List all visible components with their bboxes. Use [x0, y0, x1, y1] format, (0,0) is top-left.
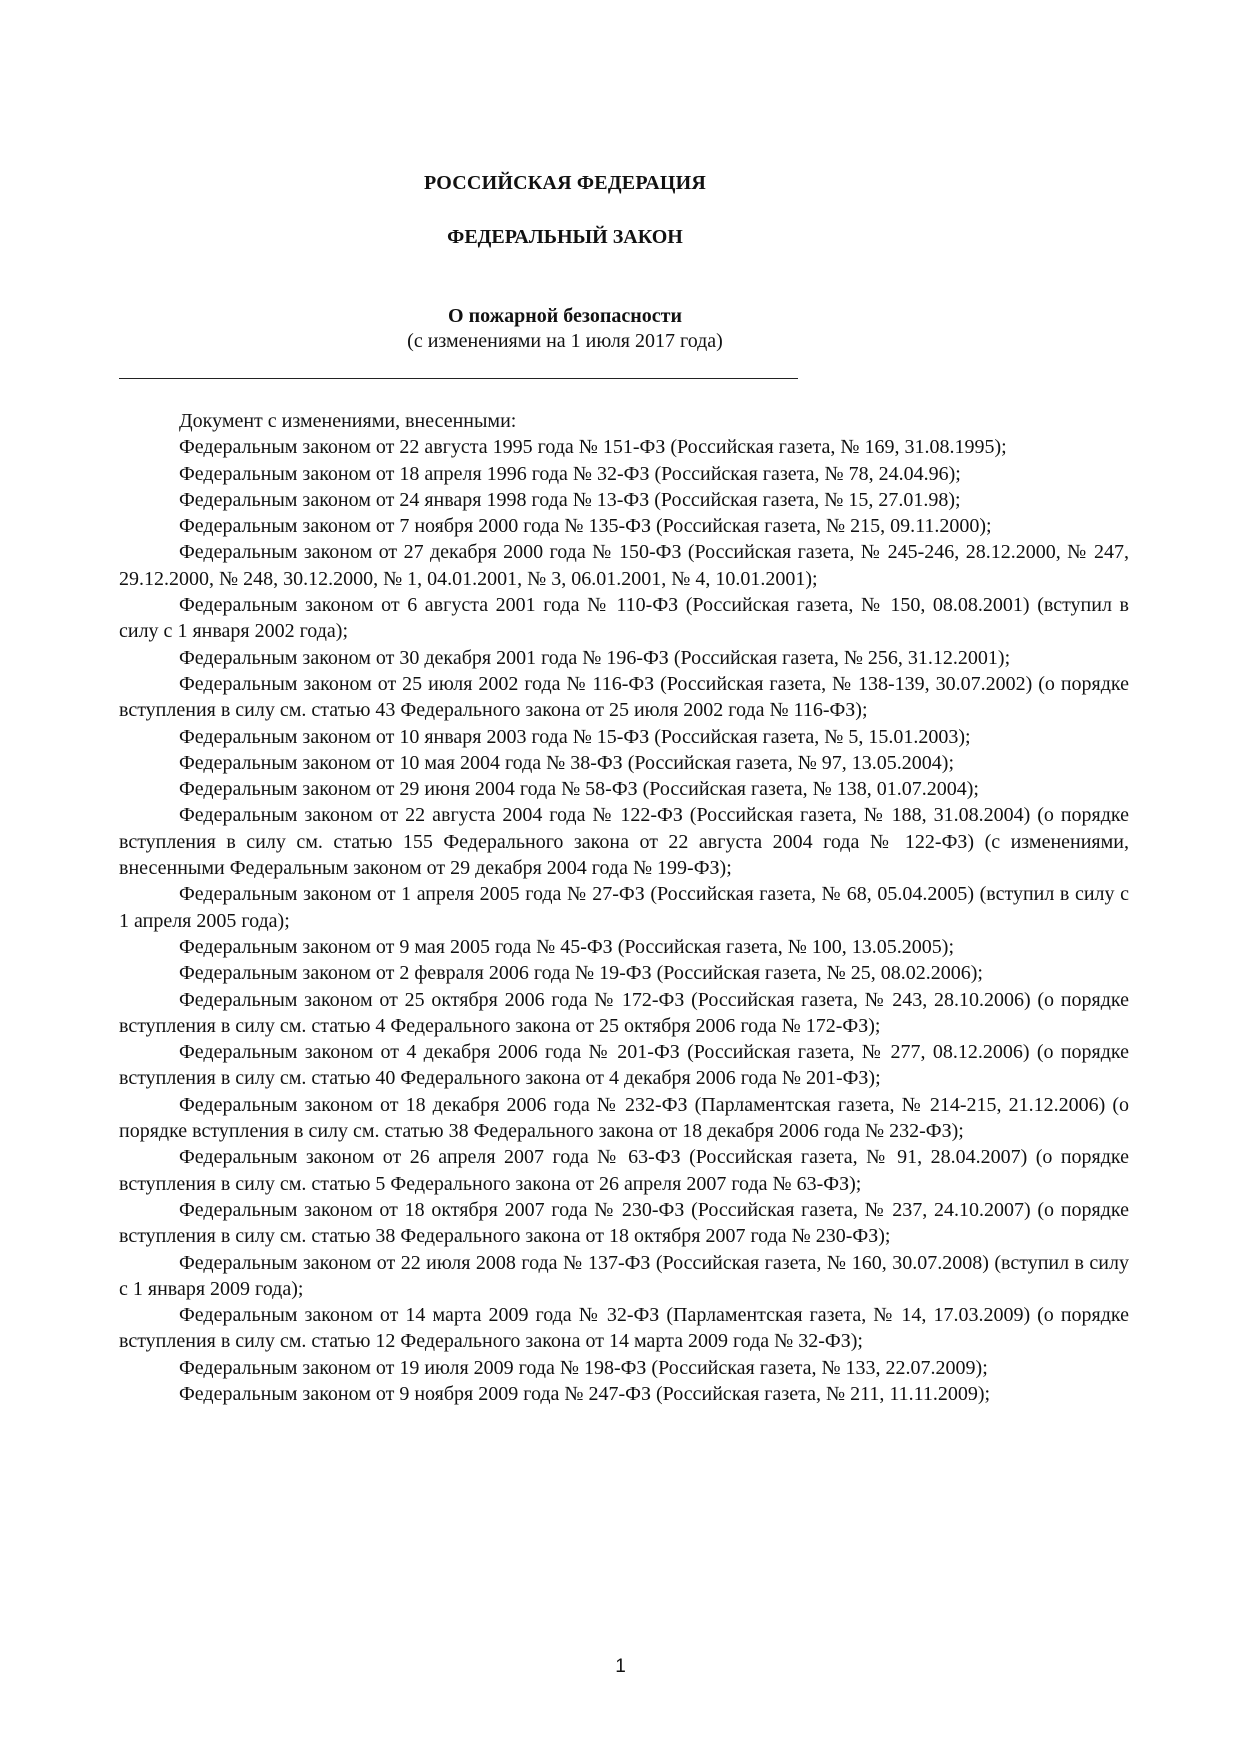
- amendment-item: Федеральным законом от 25 июля 2002 года № 116-ФЗ (Российская газета, № 138-139, 30.07.2002) (о порядке вступления в силу см. статью 43 Федерального закона от 25 июля 2002 года № 116-ФЗ);: [119, 672, 1129, 722]
- amendment-item: Федеральным законом от 24 января 1998 года № 13-ФЗ (Российская газета, № 15, 27.01.98);: [179, 488, 961, 511]
- amendment-item: Федеральным законом от 18 апреля 1996 года № 32-ФЗ (Российская газета, № 78, 24.04.96);: [179, 462, 961, 485]
- amendment-item: Федеральным законом от 22 июля 2008 года № 137-ФЗ (Российская газета, № 160, 30.07.2008) (вступил в силу с 1 января 2009 года);: [119, 1251, 1129, 1300]
- country-heading: РОССИЙСКАЯ ФЕДЕРАЦИЯ: [423, 172, 706, 194]
- law-subtitle: (с изменениями на 1 июля 2017 года): [407, 330, 723, 352]
- header-divider: [119, 378, 798, 379]
- amendment-item: Федеральным законом от 2 февраля 2006 года № 19-ФЗ (Российская газета, № 25, 08.02.2006);: [179, 962, 983, 985]
- amendment-item: Федеральным законом от 25 октября 2006 года № 172-ФЗ (Российская газета, № 243, 28.10.2006) (о порядке вступления в силу см. статью 4 Федерального закона от 25 октября 2006 года № 172-ФЗ);: [119, 988, 1129, 1037]
- amendment-item: Федеральным законом от 19 июля 2009 года № 198-ФЗ (Российская газета, № 133, 22.07.2009);: [179, 1356, 988, 1379]
- page-number: 1: [615, 1656, 626, 1677]
- amendment-item: Федеральным законом от 26 апреля 2007 года № 63-ФЗ (Российская газета, № 91, 28.04.2007) (о порядке вступления в силу см. статью 5 Федерального закона от 26 апреля 2007 года № 63-ФЗ);: [119, 1146, 1129, 1195]
- amendments-section: [119, 408, 1129, 1407]
- amendment-item: Федеральным законом от 6 августа 2001 года № 110-ФЗ (Российская газета, № 150, 08.08.2001) (вступил в силу с 1 января 2002 года);: [119, 594, 1129, 643]
- amendment-item: Федеральным законом от 7 ноября 2000 года № 135-ФЗ (Российская газета, № 215, 09.11.2000);: [179, 515, 992, 538]
- amendments-intro: Документ с изменениями, внесенными:: [179, 410, 517, 432]
- amendment-item: Федеральным законом от 1 апреля 2005 года № 27-ФЗ (Российская газета, № 68, 05.04.2005) (вступил в силу с 1 апреля 2005 года);: [119, 883, 1129, 932]
- amendment-item: Федеральным законом от 9 ноября 2009 года № 247-ФЗ (Российская газета, № 211, 11.11.2009);: [179, 1382, 991, 1405]
- amendment-item: Федеральным законом от 30 декабря 2001 года № 196-ФЗ (Российская газета, № 256, 31.12.2001);: [179, 646, 1011, 669]
- amendment-item: Федеральным законом от 22 августа 1995 года № 151-ФЗ (Российская газета, № 169, 31.08.1995);: [179, 436, 1007, 459]
- amendment-item: Федеральным законом от 4 декабря 2006 года № 201-ФЗ (Российская газета, № 277, 08.12.2006) (о порядке вступления в силу см. статью 40 Федерального закона от 4 декабря 2006 года № 201-ФЗ);: [119, 1041, 1129, 1090]
- amendment-item: Федеральным законом от 14 марта 2009 года № 32-ФЗ (Парламентская газета, № 14, 17.03.2009) (о порядке вступления в силу см. статью 12 Федерального закона от 14 марта 2009 года № 32-ФЗ);: [119, 1304, 1129, 1353]
- law-title: О пожарной безопасности: [448, 305, 682, 327]
- amendment-item: Федеральным законом от 22 августа 2004 года № 122-ФЗ (Российская газета, № 188, 31.08.2004) (о порядке вступления в силу см. статью 155 Федерального закона от 22 августа 2004 года № 122-ФЗ) (с изменениями, внесенными Федеральным законом от 29 декабря 2004 года № 199-ФЗ);: [119, 804, 1129, 880]
- amendment-item: Федеральным законом от 9 мая 2005 года № 45-ФЗ (Российская газета, № 100, 13.05.2005);: [179, 935, 955, 958]
- amendment-item: Федеральным законом от 27 декабря 2000 года № 150-ФЗ (Российская газета, № 245-246, 28.12.2000, № 247, 29.12.2000, № 248, 30.12.2000, № 1, 04.01.2001, № 3, 06.01.2001, № 4, 10.01.2001);: [119, 541, 1129, 590]
- document-type-heading: ФЕДЕРАЛЬНЫЙ ЗАКОН: [447, 226, 683, 248]
- amendment-item: Федеральным законом от 10 января 2003 года № 15-ФЗ (Российская газета, № 5, 15.01.2003);: [179, 725, 971, 748]
- amendment-item: Федеральным законом от 18 октября 2007 года № 230-ФЗ (Российская газета, № 237, 24.10.2007) (о порядке вступления в силу см. статью 38 Федерального закона от 18 октября 2007 года № 230-ФЗ);: [119, 1198, 1129, 1248]
- amendment-item: Федеральным законом от 29 июня 2004 года № 58-ФЗ (Российская газета, № 138, 01.07.2004);: [179, 778, 979, 801]
- amendment-item: Федеральным законом от 10 мая 2004 года № 38-ФЗ (Российская газета, № 97, 13.05.2004);: [179, 751, 955, 774]
- amendment-item: Федеральным законом от 18 декабря 2006 года № 232-ФЗ (Парламентская газета, № 214-215, 21.12.2006) (о порядке вступления в силу см. статью 38 Федерального закона от 18 декабря 2006 года № 232-ФЗ);: [119, 1093, 1129, 1143]
